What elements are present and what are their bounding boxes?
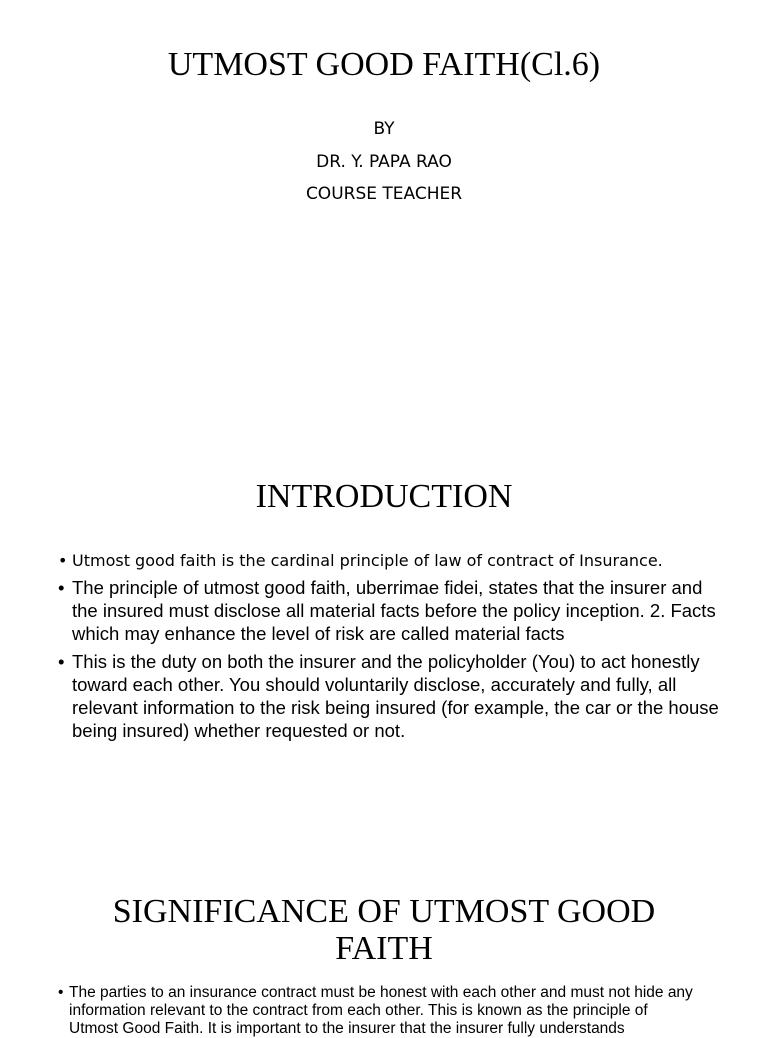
subtitle-author: DR. Y. PAPA RAO (316, 152, 452, 172)
slide-2-title: INTRODUCTION (255, 478, 513, 515)
slide-significance (0, 860, 768, 1037)
bullet-icon: • (58, 651, 65, 672)
list-item (58, 550, 730, 572)
slide-introduction (0, 430, 768, 860)
introduction-bullet-list (58, 550, 730, 747)
slide-3-title-line-2: FAITH (335, 930, 433, 967)
subtitle-by: BY (373, 119, 395, 139)
bullet-icon: • (58, 984, 64, 1001)
bullet-icon: • (58, 551, 68, 570)
bullet-text: The principle of utmost good faith, uberrimae fidei, states that the insurer and the insured must disclose all material facts before the policy inception. 2. Facts which may enhance the level of risk are called material facts (72, 577, 716, 644)
bullet-text: Utmost good faith is the cardinal principle of law of contract of Insurance. (72, 551, 663, 570)
list-item (58, 576, 730, 645)
slide-3-title-line-1: SIGNIFICANCE OF UTMOST GOOD (112, 893, 656, 930)
bullet-text: This is the duty on both the insurer and the policyholder (You) to act honestly toward each other. You should voluntarily disclose, accurately and fully, all relevant information to the risk being insured (for example, the car or the house being insured) whether requested or not. (72, 651, 719, 741)
slide-title (0, 0, 768, 430)
bullet-text: The parties to an insurance contract must be honest with each other and must not hide any information relevant to the contract from each other. This is known as the principle of Utmost Good Faith. It is important to the insurer that the insurer fully understands (69, 984, 693, 1037)
slide-1-title: UTMOST GOOD FAITH(Cl.6) (167, 46, 601, 83)
significance-bullet-list (58, 984, 698, 1038)
subtitle-role: COURSE TEACHER (305, 184, 463, 204)
bullet-icon: • (58, 577, 65, 598)
list-item (58, 984, 698, 1038)
list-item (58, 650, 730, 742)
